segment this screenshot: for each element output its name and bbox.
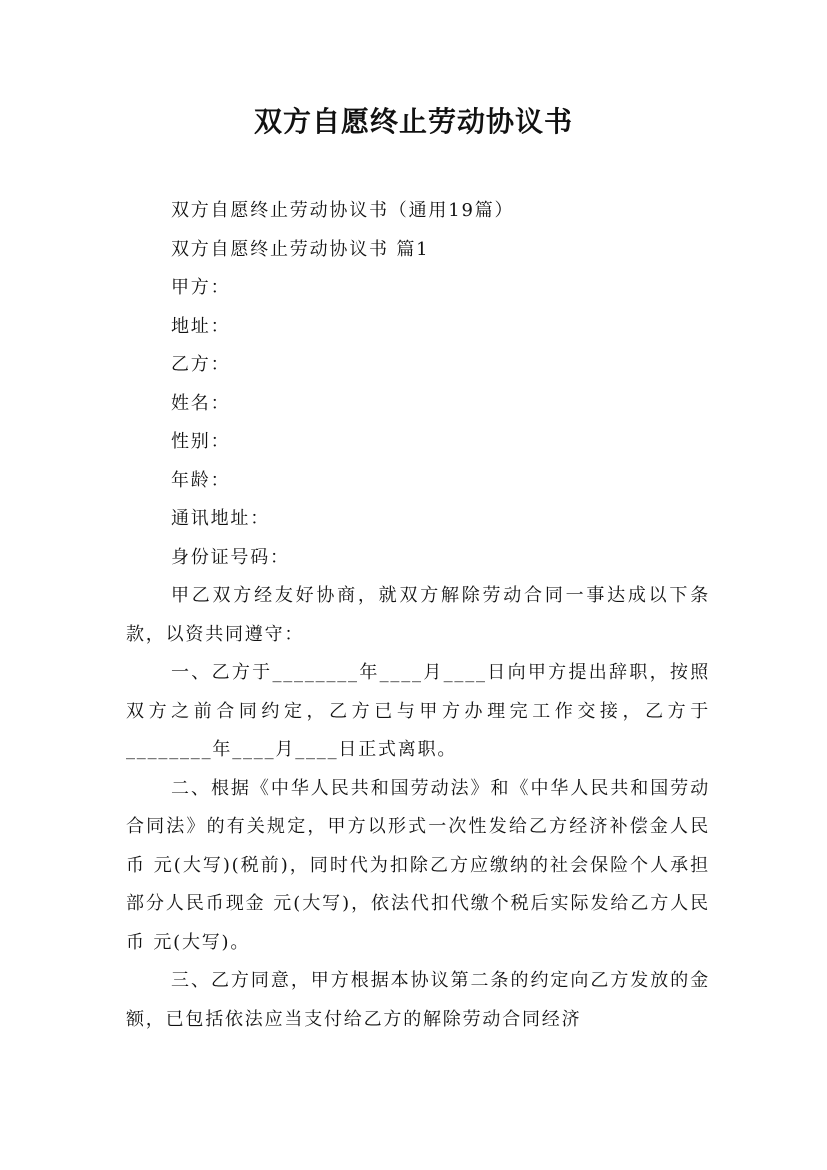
field-id-number: 身份证号码：	[171, 546, 290, 568]
document-title: 双方自愿终止劳动协议书	[253, 105, 573, 138]
paragraph-clause-1: 一、乙方于________年____月____日向甲方提出辞职，按照双方之前合同约定，乙方已与甲方办理完工作交接，乙方于________年____月____日正式离职。	[126, 662, 710, 760]
field-party-a: 甲方：	[171, 277, 231, 298]
paragraph-subtitle: 双方自愿终止劳动协议书（通用19篇）	[171, 200, 515, 221]
paragraph-section-heading: 双方自愿终止劳动协议书 篇1	[171, 238, 430, 260]
field-age: 年龄：	[171, 469, 231, 491]
document-body	[126, 192, 710, 1039]
field-address: 地址：	[171, 315, 231, 337]
field-mailing-address: 通讯地址：	[171, 508, 270, 529]
paragraph-intro: 甲乙双方经友好协商，就双方解除劳动合同一事达成以下条款，以资共同遵守：	[126, 585, 710, 645]
field-gender: 性别：	[171, 431, 231, 452]
field-name: 姓名：	[171, 392, 231, 414]
field-party-b: 乙方：	[171, 354, 231, 375]
paragraph-clause-2: 二、根据《中华人民共和国劳动法》和《中华人民共和国劳动合同法》的有关规定，甲方以形式一次性发给乙方经济补偿金人民币 元(大写)(税前)，同时代为扣除乙方应缴纳的社会保险个人承担部分人民币现金 元(大写)，依法代扣代缴个税后实际发给乙方人民币 元(大写)。	[126, 777, 710, 953]
paragraph-clause-3: 三、乙方同意，甲方根据本协议第二条的约定向乙方发放的金额，已包括依法应当支付给乙方的解除劳动合同经济	[126, 970, 710, 1030]
